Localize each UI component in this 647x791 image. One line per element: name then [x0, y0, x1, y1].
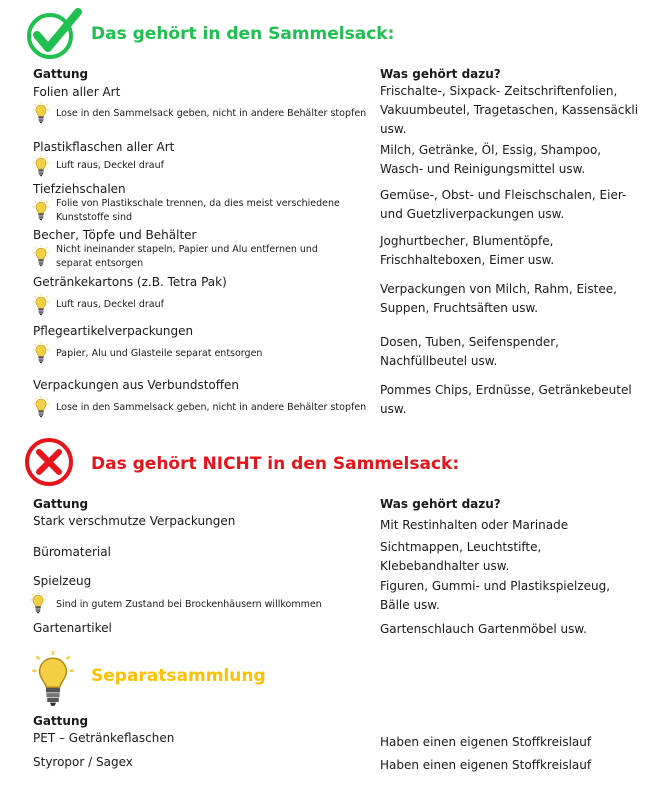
- section3-row-category: Styropor / Sagex: [33, 755, 133, 769]
- section1-col-what: Was gehört dazu?: [380, 67, 501, 81]
- section2-row-what: Mit Restinhalten oder Marinade: [380, 518, 569, 532]
- section1-row-category: Becher, Töpfe und Behälter: [33, 228, 197, 242]
- section1-row-what: Frischalte-, Sixpack- Zeitschriftenfolien, Vakuumbeutel, Tragetaschen, Kassensäckli usw.: [380, 84, 639, 136]
- section2-row-what: Figuren, Gummi- und Plastikspielzeug, Bälle usw.: [380, 579, 611, 612]
- section1-row-what: Gemüse-, Obst- und Fleischschalen, Eier- und Guetzliverpackungen usw.: [380, 188, 627, 221]
- bulb-icon: [33, 396, 49, 418]
- section2-row-category: Büromaterial: [33, 545, 111, 559]
- section1-row-category: Verpackungen aus Verbundstoffen: [33, 378, 239, 392]
- bulb-icon: [33, 294, 49, 316]
- section3-row-what: Haben einen eigenen Stoffkreislauf: [380, 758, 592, 772]
- section2-row-what: Gartenschlauch Gartenmöbel usw.: [380, 622, 587, 636]
- section1-row-tip: Lose in den Sammelsack geben, nicht in andere Behälter stopfen: [56, 402, 367, 413]
- section2-row-what: Sichtmappen, Leuchtstifte, Klebebandhalter usw.: [380, 540, 542, 573]
- section2-row-category: Gartenartikel: [33, 621, 112, 635]
- section2-title: Das gehört NICHT in den Sammelsack:: [91, 454, 460, 474]
- section2-col-category: Gattung: [33, 497, 89, 511]
- section1-row-category: Tiefziehschalen: [33, 182, 126, 196]
- bulb-icon: [33, 102, 49, 124]
- bulb-icon: [33, 342, 49, 364]
- bulb-icon: [33, 245, 49, 267]
- section1-row-category: Getränkekartons (z.B. Tetra Pak): [33, 275, 227, 289]
- section3-title: Separatsammlung: [91, 666, 266, 686]
- section1-row-tip: Luft raus, Deckel drauf: [56, 160, 164, 171]
- section2-row-category: Spielzeug: [33, 574, 92, 588]
- section3-row-what: Haben einen eigenen Stoffkreislauf: [380, 735, 592, 749]
- section1-row-what: Verpackungen von Milch, Rahm, Eistee, Suppen, Fruchtsäften usw.: [380, 282, 617, 315]
- section1-row-tip: Nicht ineinander stapeln, Papier und Alu entfernen und separat entsorgen: [56, 244, 318, 269]
- section1-row-category: Folien aller Art: [33, 85, 121, 99]
- section1-row-what: Joghurtbecher, Blumentöpfe, Frischhalteboxen, Eimer usw.: [380, 234, 555, 267]
- bulb-icon: [30, 592, 46, 614]
- section1-row-what: Pommes Chips, Erdnüsse, Getränkebeutel usw.: [380, 383, 632, 416]
- section2-row-tip: Sind in gutem Zustand bei Brockenhäusern willkommen: [56, 599, 322, 610]
- section1-title: Das gehört in den Sammelsack:: [91, 24, 395, 44]
- checkmark-icon: [24, 6, 84, 62]
- section3-col-category: Gattung: [33, 714, 89, 728]
- section1-row-tip: Lose in den Sammelsack geben, nicht in andere Behälter stopfen: [56, 108, 367, 119]
- bulb-icon: [33, 155, 49, 177]
- section1-row-tip: Folie von Plastikschale trennen, da dies meist verschiedene Kunststoffe sind: [56, 198, 340, 223]
- section1-row-what: Milch, Getränke, Öl, Essig, Shampoo, Wasch- und Reinigungsmittel usw.: [380, 143, 602, 176]
- section1-col-category: Gattung: [33, 67, 89, 81]
- section1-row-tip: Papier, Alu und Glasteile separat entsorgen: [56, 348, 263, 359]
- section1-row-tip: Luft raus, Deckel drauf: [56, 299, 164, 310]
- lightbulb-icon: [28, 650, 78, 708]
- section2-row-category: Stark verschmutze Verpackungen: [33, 514, 236, 528]
- section2-col-what: Was gehört dazu?: [380, 497, 501, 511]
- bulb-icon: [33, 199, 49, 221]
- section3-row-category: PET – Getränkeflaschen: [33, 731, 175, 745]
- cross-icon: [24, 437, 74, 487]
- section1-row-category: Plastikflaschen aller Art: [33, 140, 175, 154]
- section1-row-what: Dosen, Tuben, Seifenspender, Nachfüllbeutel usw.: [380, 335, 559, 368]
- section1-row-category: Pflegeartikelverpackungen: [33, 324, 194, 338]
